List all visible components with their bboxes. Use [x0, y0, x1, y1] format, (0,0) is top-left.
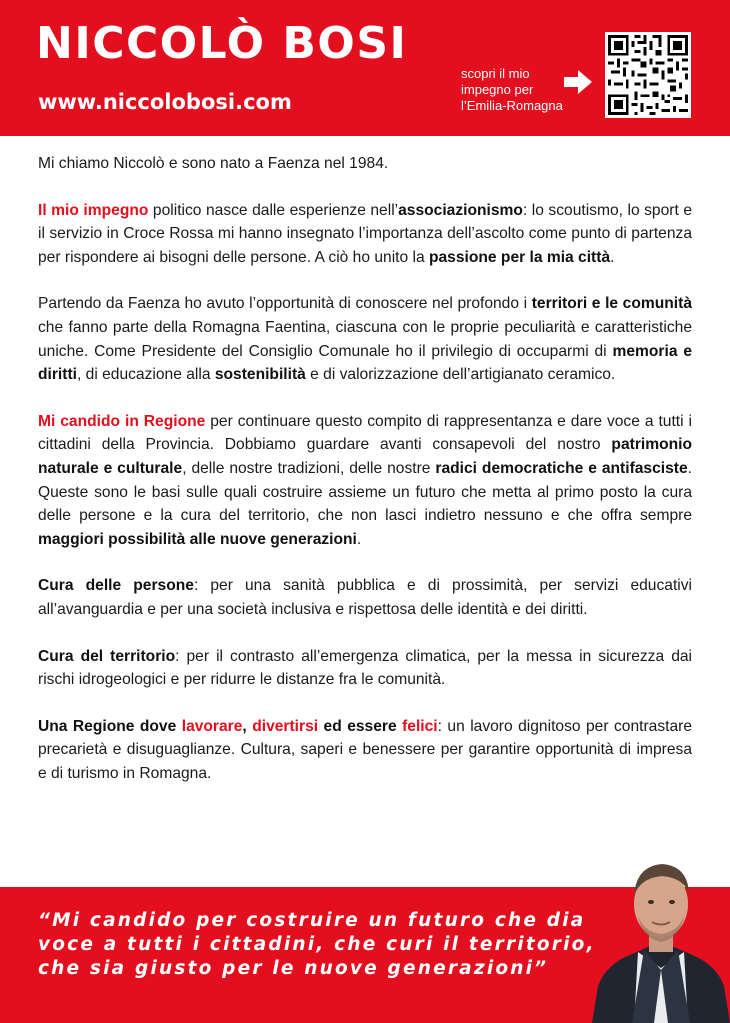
- website-link[interactable]: www.niccolobosi.com: [38, 90, 292, 114]
- paragraph-intro: Mi chiamo Niccolò e sono nato a Faenza nel 1984.: [38, 155, 389, 172]
- quote-line: “Mi candido per costruire un futuro che dia: [38, 910, 586, 931]
- qr-caption: [461, 66, 571, 114]
- bio-text: [38, 152, 692, 808]
- paragraph-impegno: Il mio impegno politico nasce dalle esperienze nell’associazionismo: lo scoutismo, lo sport e il servizio in Croce Rossa mi hanno insegnato l’importanza dell’ascolto come punto di partenza per rispondere ai bisogni delle persone. A ciò ho unito la passione per la mia città.: [38, 201, 692, 266]
- qr-caption-line: l’Emilia-Romagna: [461, 98, 563, 113]
- qr-code-icon[interactable]: [605, 32, 691, 118]
- qr-caption-line: scopri il mio: [461, 66, 530, 81]
- paragraph-cura-territorio: Cura del territorio: per il contrasto all’emergenza climatica, per la messa in sicurezza dai rischi idrogeologici e per ridurre le distanze fra le comunità.: [38, 647, 693, 689]
- paragraph-cura-persone: Cura delle persone: per una sanità pubblica e di prossimità, per servizi educativi all’avanguardia e per una società inclusiva e rispettosa delle identità e dei diritti.: [38, 577, 692, 618]
- candidate-name: NICCOLÒ BOSI: [36, 18, 408, 69]
- campaign-quote: [38, 909, 618, 981]
- header-banner: [0, 0, 730, 136]
- quote-line: voce a tutti i cittadini, che curi il territorio,: [38, 934, 596, 955]
- qr-caption-line: impegno per: [461, 82, 534, 97]
- arrow-right-icon: [563, 68, 593, 96]
- candidate-portrait: [592, 846, 730, 1023]
- paragraph-regione: Una Regione dove lavorare, divertirsi ed essere felici: un lavoro dignitoso per contrastare precarietà e disuguaglianze. Cultura, saperi e benessere per garantire opportunità di impresa e di turismo in Romagna.: [38, 717, 692, 782]
- quote-line: che sia giusto per le nuove generazioni”: [38, 958, 549, 979]
- paragraph-candidatura: Mi candido in Regione per continuare questo compito di rappresentanza e dare voce a tutti i cittadini della Provincia. Dobbiamo guardare avanti consapevoli del nostro patrimonio naturale e culturale, delle nostre tradizioni, delle nostre radici democratiche e antifasciste. Queste sono le basi sulle quali costruire assieme un futuro che metta al primo posto la cura delle persone e la cura del territorio, che non lasci indietro nessuno e che offra sempre maggiori possibilità alle nuove generazioni.: [38, 412, 692, 548]
- paragraph-faenza: Partendo da Faenza ho avuto l’opportunità di conoscere nel profondo i territori e le comunità che fanno parte della Romagna Faentina, ciascuna con le proprie peculiarità e caratteristiche uniche. Come Presidente del Consiglio Comunale ho il privilegio di occuparmi di memoria e diritti, di educazione alla sostenibilità e di valorizzazione dell’artigianato ceramico.: [38, 295, 692, 384]
